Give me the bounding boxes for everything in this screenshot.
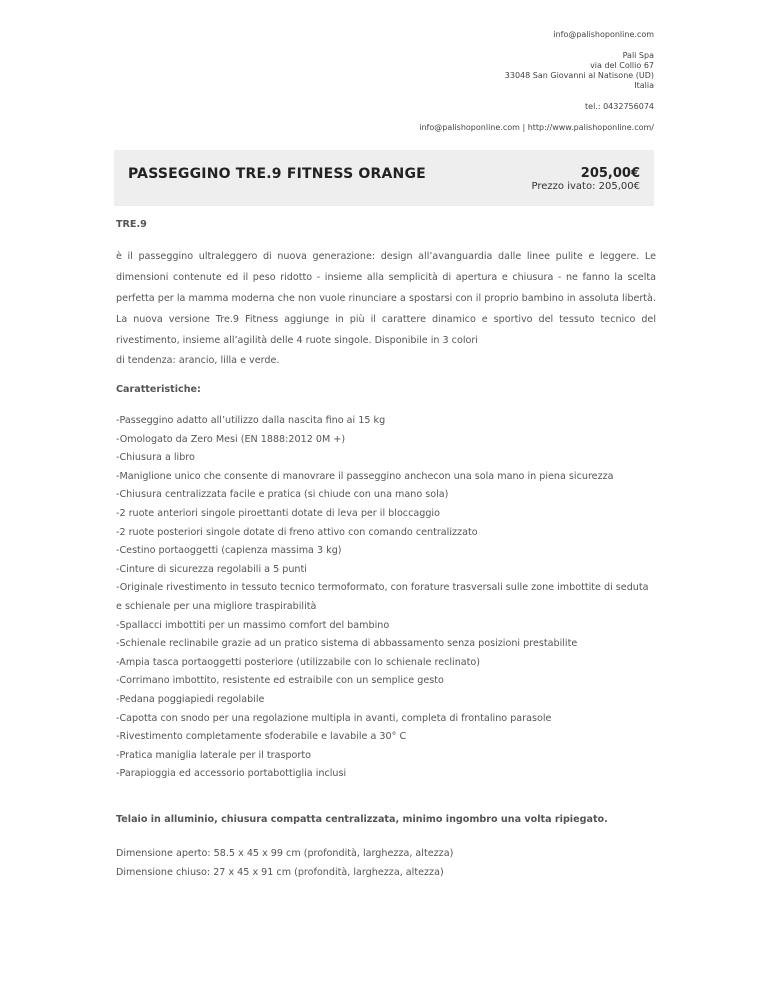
company-country: Italia	[634, 81, 654, 90]
feature-item: -Ampia tasca portaoggetti posteriore (utilizzabile con lo schienale reclinato)	[116, 656, 481, 668]
company-phone: tel.: 0432756074	[585, 102, 654, 111]
feature-item: -Cinture di sicurezza regolabili a 5 punti	[116, 563, 307, 575]
feature-item: -Spallacci imbottiti per un massimo comfort del bambino	[116, 619, 390, 631]
dimension-closed: Dimensione chiuso: 27 x 45 x 91 cm (profondità, larghezza, altezza)	[116, 866, 444, 878]
feature-item: -Rivestimento completamente sfoderabile e lavabile a 30° C	[116, 731, 407, 743]
brand-name: TRE.9	[116, 219, 147, 230]
feature-item: -Schienale reclinabile grazie ad un pratico sistema di abbassamento senza posizioni prestabilite	[116, 638, 578, 650]
feature-item: -Maniglione unico che consente di manovrare il passeggino anchecon una sola mano in piena sicurezza	[116, 470, 614, 482]
feature-item: -Corrimano imbottito, resistente ed estraibile con un semplice gesto	[116, 675, 444, 687]
feature-item: -Capotta con snodo per una regolazione multipla in avanti, completa di frontalino parasole	[116, 712, 552, 724]
product-price: 205,00€	[580, 166, 640, 181]
feature-item: -Chiusura a libro	[116, 452, 195, 464]
description-paragraph: è il passeggino ultraleggero di nuova generazione: design all’avanguardia dalle linee pulite e leggere. Le dimensioni contenute ed il peso ridotto - insieme alla semplicità di apertura e chiusura - ne fanno la scelta perfetta per la mamma moderna che non vuole rinunciare a spostarsi con il proprio bambino in assoluta libertà. La nuova versione Tre.9 Fitness aggiunge in più il carattere dinamico e sportivo del tessuto tecnico del rivestimento, insieme all’agilità delle 4 ruote singole. Disponibile in 3 colori	[116, 251, 656, 346]
features-list	[116, 412, 656, 784]
product-header	[114, 150, 654, 206]
feature-item: -2 ruote anteriori singole piroettanti dotate di leva per il bloccaggio	[116, 507, 440, 519]
features-title: Caratteristiche:	[116, 384, 201, 395]
contact-block	[419, 30, 654, 133]
feature-item: -Chiusura centralizzata facile e pratica (si chiude con una mano sola)	[116, 489, 449, 501]
feature-item: -Pedana poggiapiedi regolabile	[116, 693, 265, 705]
description-colors: di tendenza: arancio, lilla e verde.	[116, 355, 280, 366]
feature-item: -2 ruote posteriori singole dotate di freno attivo con comando centralizzato	[116, 526, 478, 538]
feature-item: -Parapioggia ed accessorio portabottiglia inclusi	[116, 768, 347, 780]
contact-links[interactable]: info@palishoponline.com | http://www.palishoponline.com/	[419, 123, 654, 132]
frame-description: Telaio in alluminio, chiusura compatta centralizzata, minimo ingombro una volta ripiegato.	[116, 813, 608, 825]
feature-item: -Originale rivestimento in tessuto tecnico termoformato, con forature trasversali sulle zone imbottite di seduta e schienale per una migliore traspirabilità	[116, 582, 649, 612]
product-description	[116, 218, 656, 882]
contact-email[interactable]: info@palishoponline.com	[553, 30, 654, 39]
company-street: via del Collio 67	[590, 61, 654, 70]
company-city: 33048 San Giovanni al Natisone (UD)	[504, 71, 654, 80]
dimension-open: Dimensione aperto: 58.5 x 45 x 99 cm (profondità, larghezza, altezza)	[116, 847, 454, 859]
feature-item: -Omologato da Zero Mesi (EN 1888:2012 0M +)	[116, 433, 346, 445]
feature-item: -Cestino portaoggetti (capienza massima 3 kg)	[116, 545, 342, 557]
product-title: PASSEGGINO TRE.9 FITNESS ORANGE	[128, 166, 426, 182]
feature-item: -Pratica maniglia laterale per il trasporto	[116, 749, 311, 761]
product-price-iva: Prezzo ivato: 205,00€	[531, 181, 640, 192]
feature-item: -Passeggino adatto all’utilizzo dalla nascita fino ai 15 kg	[116, 415, 386, 426]
company-name: Pali Spa	[622, 51, 654, 60]
